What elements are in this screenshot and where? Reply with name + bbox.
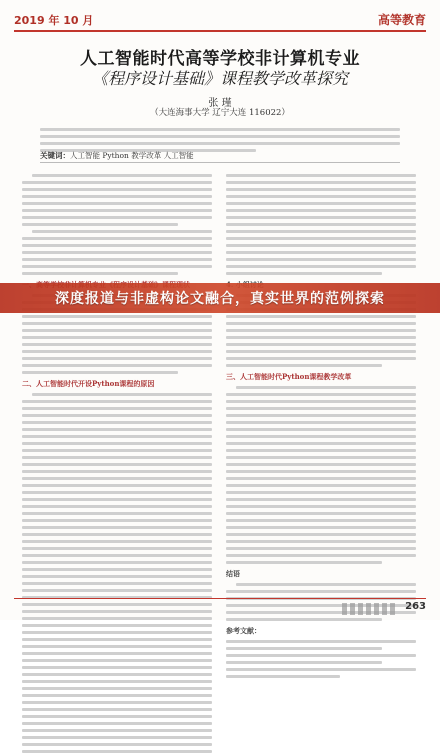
reference-line (226, 647, 382, 650)
body-text-line (226, 435, 416, 438)
header-journal: 高等教育 (377, 13, 426, 27)
body-text-line (226, 470, 416, 473)
body-text-line (22, 181, 212, 184)
body-text-line (226, 442, 416, 445)
body-text-line (22, 505, 212, 508)
section-heading-3: 三、人工智能时代Python课程教学改革 (226, 372, 352, 381)
banner-text: 深度报道与非虚构论文融合，真实世界的范例探索 (55, 291, 385, 307)
body-text-line (22, 463, 212, 466)
abstract-divider (40, 162, 400, 163)
body-text-line (226, 364, 382, 367)
body-text-line (22, 336, 212, 339)
body-text-line (22, 470, 212, 473)
paper-title-line-1: 人工智能时代高等学校非计算机专业 (80, 49, 360, 69)
body-text-line (22, 568, 212, 571)
section-heading-2: 二、人工智能时代开设Python课程的原因 (22, 379, 155, 388)
body-text-line (226, 428, 416, 431)
body-text-line (22, 421, 212, 424)
references-heading: 参考文献： (226, 626, 261, 635)
body-text-line (226, 258, 416, 261)
reference-line (226, 661, 382, 664)
body-text-line (22, 743, 212, 746)
body-text-line (226, 414, 416, 417)
body-text-line (226, 357, 416, 360)
footer-rule (14, 598, 426, 599)
running-header (14, 10, 426, 32)
body-text-line (22, 533, 212, 536)
body-text-line (22, 188, 212, 191)
body-text-line (226, 336, 416, 339)
body-text-line (22, 223, 178, 226)
body-text-line (226, 315, 416, 318)
body-text-line (226, 526, 416, 529)
body-text-line (226, 223, 416, 226)
body-text-line (22, 701, 212, 704)
body-text-line (226, 188, 416, 191)
body-text-line (226, 209, 416, 212)
body-text-line (22, 582, 212, 585)
body-text-line (226, 195, 416, 198)
body-text-line (22, 561, 212, 564)
body-text-line (22, 484, 212, 487)
body-text-line (226, 484, 416, 487)
body-text-line (22, 244, 212, 247)
body-text-line (22, 209, 212, 212)
body-text-line (226, 272, 382, 275)
body-text-line (22, 251, 212, 254)
keywords (40, 150, 400, 161)
body-text-line (22, 575, 212, 578)
body-text-line (226, 547, 416, 550)
body-text-line (226, 533, 416, 536)
body-text-line (22, 491, 212, 494)
author-name: 张 瑾 (208, 98, 232, 109)
body-text-line (226, 393, 416, 396)
body-text-line (22, 708, 212, 711)
body-text-line (22, 216, 212, 219)
body-text-line (22, 357, 212, 360)
body-text-line (226, 350, 416, 353)
keywords-text: 人工智能 Python 教学改革 人工智能 (70, 151, 194, 160)
body-text-line (22, 449, 212, 452)
body-text-line (226, 216, 416, 219)
reference-line (226, 640, 416, 643)
body-text-line (22, 666, 212, 669)
body-text-line (32, 174, 212, 177)
body-text-line (226, 505, 416, 508)
body-text-line (22, 428, 212, 431)
body-text-line (22, 722, 212, 725)
body-text-line (226, 407, 416, 410)
abstract-block (40, 124, 400, 152)
body-text-line (236, 583, 416, 586)
body-text-line (22, 315, 212, 318)
body-text-line (22, 638, 212, 641)
body-text-line (226, 400, 416, 403)
body-text-line (22, 687, 212, 690)
body-text-line (22, 589, 212, 592)
body-text-line (226, 477, 416, 480)
body-text-line (226, 540, 416, 543)
body-text-line (22, 237, 212, 240)
body-text-line (226, 519, 416, 522)
abstract-text-line (40, 128, 400, 131)
body-text-line (22, 659, 212, 662)
body-text-line (226, 456, 416, 459)
body-text-line (22, 414, 212, 417)
body-text-line (226, 251, 416, 254)
body-text-line (22, 442, 212, 445)
body-text-line (226, 343, 416, 346)
abstract-text-line (40, 142, 400, 145)
body-text-line (22, 477, 212, 480)
body-text-line (22, 322, 212, 325)
body-text-line (226, 449, 416, 452)
keywords-label: 关键词： (40, 151, 70, 160)
body-text-line (226, 561, 382, 564)
body-text-line (226, 265, 416, 268)
body-text-line (22, 343, 212, 346)
body-text-line (226, 230, 416, 233)
body-text-line (226, 329, 416, 332)
body-text-line (22, 407, 212, 410)
body-text-line (22, 540, 212, 543)
author-affiliation: （大连海事大学 辽宁大连 116022） (150, 108, 290, 118)
body-text-line (226, 322, 416, 325)
body-text-line (22, 673, 212, 676)
body-text-line (22, 371, 178, 374)
body-text-line (226, 202, 416, 205)
body-text-line (22, 526, 212, 529)
body-text-line (22, 272, 178, 275)
body-text-line (236, 386, 416, 389)
body-text-line (32, 230, 212, 233)
overlay-banner (0, 283, 440, 313)
body-text-line (22, 265, 212, 268)
body-text-line (226, 554, 416, 557)
body-text-line (22, 435, 212, 438)
header-date: 2019 年 10 月 (14, 14, 94, 27)
body-text-line (22, 512, 212, 515)
body-text-line (22, 258, 212, 261)
body-text-line (22, 729, 212, 732)
paper-title-line-2: 《程序设计基础》课程教学改革探究 (91, 69, 348, 88)
body-text-line (22, 624, 212, 627)
conclusion-heading: 结语 (226, 569, 240, 578)
body-text-line (22, 736, 212, 739)
body-text-line (22, 202, 212, 205)
reference-line (226, 668, 416, 671)
body-text-line (226, 237, 416, 240)
body-text-line (22, 715, 212, 718)
body-text-line (226, 498, 416, 501)
body-text-line (22, 400, 212, 403)
body-text-line (22, 547, 212, 550)
footer-logo-mark (342, 603, 396, 615)
body-text-line (226, 590, 416, 593)
body-text-line (22, 652, 212, 655)
body-text-line (226, 491, 416, 494)
body-text-line (32, 393, 212, 396)
body-text-line (22, 645, 212, 648)
body-text-line (22, 456, 212, 459)
body-text-line (22, 519, 212, 522)
reference-line (226, 654, 416, 657)
body-text-line (22, 364, 212, 367)
reference-line (226, 675, 340, 678)
body-text-line (226, 421, 416, 424)
body-text-line (22, 498, 212, 501)
body-text-line (22, 195, 212, 198)
page-footer (0, 594, 440, 620)
abstract-text-line (40, 135, 400, 138)
body-text-line (226, 244, 416, 247)
body-text-line (22, 554, 212, 557)
body-text-line (22, 329, 212, 332)
body-text-line (226, 181, 416, 184)
body-text-line (226, 512, 416, 515)
body-text-line (22, 694, 212, 697)
body-text-line (226, 463, 416, 466)
body-column-left (22, 170, 212, 582)
body-text-line (22, 350, 212, 353)
body-text-line (22, 680, 212, 683)
body-text-line (226, 174, 416, 177)
page-number: 263 (405, 601, 426, 612)
body-text-line (22, 631, 212, 634)
